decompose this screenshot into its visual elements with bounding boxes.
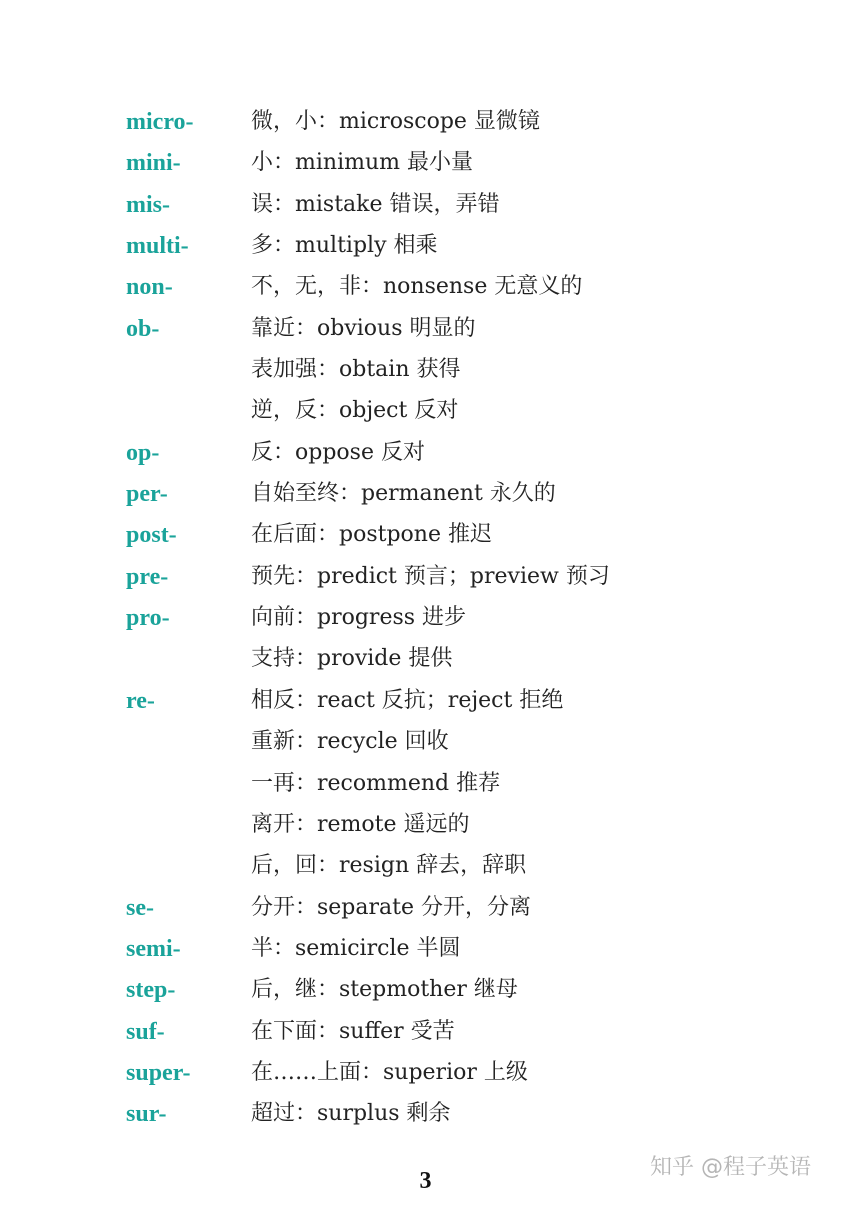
prefix-meaning: 后，继：stepmother 继母 <box>251 977 518 1003</box>
prefix-meaning: 支持：provide 提供 <box>251 646 453 672</box>
prefix-term: per- <box>126 481 168 508</box>
prefix-meaning: 向前：progress 进步 <box>251 605 467 631</box>
prefix-term: pro- <box>126 605 170 632</box>
prefix-entry <box>0 638 851 679</box>
prefix-meaning: 分开：separate 分开，分离 <box>251 894 531 920</box>
prefix-meaning: 靠近：obvious 明显的 <box>251 315 476 341</box>
prefix-term: re- <box>126 687 155 714</box>
prefix-entry <box>0 432 851 473</box>
prefix-entry <box>0 473 851 514</box>
prefix-term: super- <box>126 1059 191 1086</box>
prefix-term: post- <box>126 522 177 549</box>
prefix-entry <box>0 928 851 969</box>
prefix-meaning: 自始至终：permanent 永久的 <box>251 481 556 507</box>
prefix-entry <box>0 308 851 349</box>
prefix-entry <box>0 969 851 1010</box>
prefix-entry <box>0 1093 851 1134</box>
prefix-term: sur- <box>126 1101 167 1128</box>
prefix-entry <box>0 1011 851 1052</box>
prefix-term: non- <box>126 274 173 301</box>
prefix-meaning: 逆，反：object 反对 <box>251 398 459 424</box>
prefix-entry <box>0 804 851 845</box>
prefix-term: mis- <box>126 191 170 218</box>
prefix-meaning: 反：oppose 反对 <box>251 439 425 465</box>
prefix-term: se- <box>126 894 154 921</box>
watermark: 知乎 @程子英语 <box>650 1155 811 1180</box>
prefix-entry <box>0 845 851 886</box>
prefix-entry <box>0 597 851 638</box>
prefix-term: mini- <box>126 150 181 177</box>
prefix-entry <box>0 184 851 225</box>
prefix-entry <box>0 514 851 555</box>
prefix-term: op- <box>126 439 160 466</box>
page-number: 3 <box>419 1168 432 1194</box>
prefix-term: suf- <box>126 1018 165 1045</box>
prefix-meaning: 误：mistake 错误，弄错 <box>251 191 500 217</box>
prefix-entry <box>0 1052 851 1093</box>
prefix-meaning: 半：semicircle 半圆 <box>251 935 461 961</box>
prefix-entry <box>0 680 851 721</box>
prefix-meaning: 离开：remote 遥远的 <box>251 811 470 837</box>
prefix-entry <box>0 390 851 431</box>
prefix-entry <box>0 556 851 597</box>
prefix-term: micro- <box>126 109 194 135</box>
prefix-term: pre- <box>126 563 169 590</box>
prefix-meaning: 微，小：microscope 显微镜 <box>251 109 540 134</box>
prefix-term: multi- <box>126 233 189 260</box>
prefix-meaning: 不，无，非：nonsense 无意义的 <box>251 274 583 300</box>
prefix-meaning: 小：minimum 最小量 <box>251 150 473 176</box>
prefix-meaning: 后，回：resign 辞去，辞职 <box>251 853 527 879</box>
prefix-entry <box>0 142 851 183</box>
prefix-entry <box>0 225 851 266</box>
prefix-meaning: 表加强：obtain 获得 <box>251 357 461 383</box>
prefix-meaning: 多：multiply 相乘 <box>251 233 438 259</box>
prefix-entry <box>0 721 851 762</box>
prefix-meaning: 重新：recycle 回收 <box>251 729 449 755</box>
prefix-entry <box>0 887 851 928</box>
prefix-meaning: 超过：surplus 剩余 <box>251 1101 451 1127</box>
prefix-term: step- <box>126 977 176 1004</box>
prefix-term: semi- <box>126 935 181 962</box>
prefix-entry <box>0 349 851 390</box>
prefix-entry <box>0 266 851 307</box>
prefix-entry <box>0 101 851 142</box>
prefix-meaning: 在后面：postpone 推迟 <box>251 522 492 548</box>
prefix-meaning: 一再：recommend 推荐 <box>251 770 501 796</box>
prefix-list <box>0 101 851 1135</box>
prefix-meaning: 预先：predict 预言；preview 预习 <box>251 563 610 589</box>
prefix-entry <box>0 763 851 804</box>
prefix-meaning: 相反：react 反抗；reject 拒绝 <box>251 687 564 713</box>
prefix-meaning: 在下面：suffer 受苦 <box>251 1018 455 1044</box>
prefix-term: ob- <box>126 315 160 342</box>
prefix-meaning: 在……上面：superior 上级 <box>251 1059 528 1085</box>
